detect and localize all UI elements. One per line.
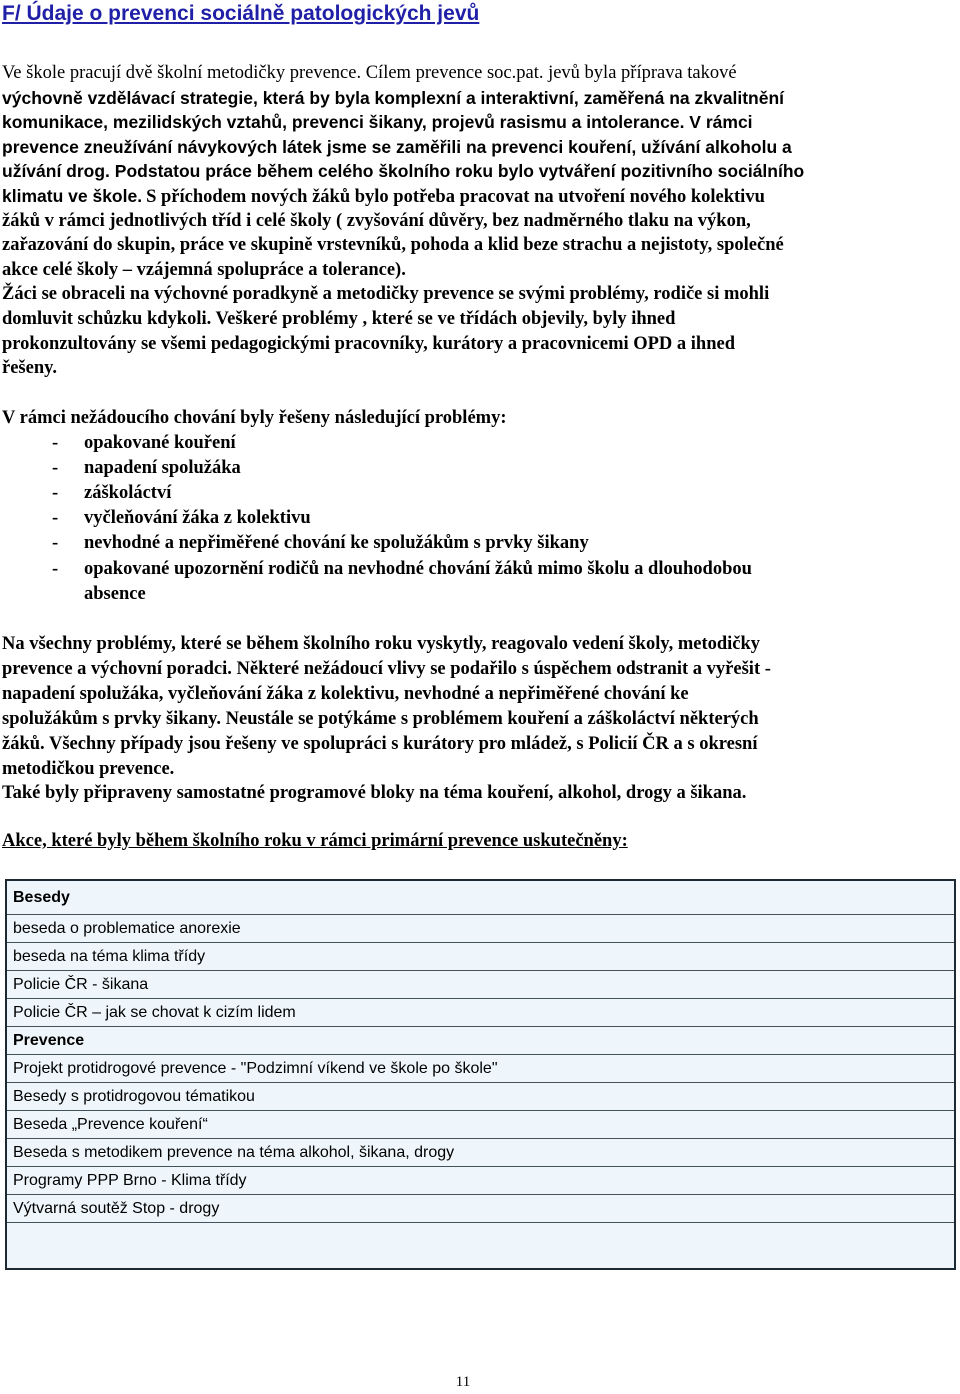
paragraph-line: zařazování do skupin, práce ve skupině vrstevníků, pohoda a klid beze strachu a nejistoty, společné [2,235,784,256]
list-item [2,456,752,481]
list-item-text: záškoláctví [84,483,172,504]
table-row [7,1055,954,1083]
paragraph-line-mixed [2,184,960,209]
paragraph-line: prevence zneužívání návykových látek jsme se zaměřili na prevenci kouření, užívání alkoholu a [2,136,792,157]
problems-list [2,431,752,607]
table-cell: Beseda s metodikem prevence na téma alkohol, šikana, drogy [7,1139,954,1167]
paragraph-line: napadení spolužáka, vyčleňování žáka z kolektivu, nevhodné a nepřiměřené chování ke [2,683,689,704]
table-cell: Prevence [7,1027,954,1055]
list-item-text: vyčleňování žáka z kolektivu [84,508,311,529]
table-cell: Beseda „Prevence kouření“ [7,1111,954,1139]
paragraph-prevention-goals [2,61,960,381]
table-row [7,1139,954,1167]
paragraph-line: prokonzultovány se všemi pedagogickými pracovníky, kurátory a pracovnicemi OPD a ihned [2,333,736,354]
paragraph-line: prevence a výchovní poradci. Některé nežádoucí vlivy se podařilo s úspěchem odstranit a vyřešit - [2,658,771,679]
paragraph-line: užívání drog. Podstatou práce během celého školního roku bylo vytváření pozitivního sociálního [2,161,805,182]
table-row [7,971,954,999]
paragraph-responses [2,632,771,806]
table-cell [7,1223,954,1248]
paragraph-line: Také byly připraveny samostatné programové bloky na téma kouření, alkohol, drogy a šikana. [2,783,747,804]
paragraph-line: domluvit schůzku kdykoli. Veškeré problémy , které se ve třídách objevily, byly ihned [2,308,676,329]
list-dash: - [52,433,59,454]
actions-table-grid [7,881,954,1247]
table-cell: beseda na téma klima třídy [7,943,954,971]
actions-heading: Akce, které byly během školního roku v rámci primární prevence uskutečněny: [2,831,628,851]
table-cell: Besedy [7,881,954,915]
list-item-text: napadení spolužáka [84,458,241,479]
list-dash: - [52,533,59,554]
page-number: 11 [455,1374,471,1390]
paragraph-line: řešeny. [2,358,57,379]
table-cell: Výtvarná soutěž Stop - drogy [7,1195,954,1223]
section-heading: F/ Údaje o prevenci sociálně patologických jevů [2,2,480,25]
problems-intro: V rámci nežádoucího chování byly řešeny následující problémy: [2,408,507,428]
list-dash: - [52,483,59,504]
paragraph-fragment: klimatu ve škole. [2,185,143,206]
list-item-text: opakované upozornění rodičů na nevhodné chování žáků mimo školu a dlouhodobou [84,558,752,579]
table-cell: beseda o problematice anorexie [7,915,954,943]
list-item [2,481,752,506]
table-row [7,1083,954,1111]
paragraph-line: metodičkou prevence. [2,758,175,779]
paragraph-line: akce celé školy – vzájemná spolupráce a tolerance). [2,259,406,280]
table-cell: Policie ČR - šikana [7,971,954,999]
table-row [7,999,954,1027]
table-row [7,1223,954,1248]
list-item-text: opakované kouření [84,433,236,454]
paragraph-line: spolužákům s prvky šikany. Neustále se potýkáme s problémem kouření a záškoláctví některých [2,708,759,729]
table-cell: Besedy s protidrogovou tématikou [7,1083,954,1111]
paragraph-line: výchovně vzdělávací strategie, která by byla komplexní a interaktivní, zaměřená na zkvalitnění [2,87,785,108]
table-cell: Policie ČR – jak se chovat k cizím lidem [7,999,954,1027]
list-dash: - [52,458,59,479]
table-row [7,1167,954,1195]
actions-table [5,879,956,1270]
list-item [2,557,752,607]
list-item [2,506,752,531]
table-row [7,881,954,915]
paragraph-line: žáků v rámci jednotlivých tříd i celé školy ( zvyšování důvěry, bez nadměrného tlaku na výkon, [2,210,751,231]
table-row [7,943,954,971]
table-cell: Projekt protidrogové prevence - "Podzimní víkend ve škole po škole" [7,1055,954,1083]
paragraph-fragment: S příchodem nových žáků bylo potřeba pracovat na utvoření nového kolektivu [146,186,765,207]
list-item-text: nevhodné a nepřiměřené chování ke spolužákům s prvky šikany [84,533,589,554]
table-row [7,1027,954,1055]
paragraph-line: Žáci se obraceli na výchovné poradkyně a metodičky prevence se svými problémy, rodiče si mohli [2,284,770,305]
paragraph-line: komunikace, mezilidských vztahů, prevenci šikany, projevů rasismu a intolerance. V rámci [2,112,753,133]
list-dash: - [52,508,59,529]
table-row [7,915,954,943]
problems-section [2,406,752,607]
table-cell: Programy PPP Brno - Klima třídy [7,1167,954,1195]
paragraph-line: žáků. Všechny případy jsou řešeny ve spolupráci s kurátory pro mládež, s Policií ČR a s okresní [2,733,758,754]
list-item [2,531,752,556]
table-row [7,1111,954,1139]
intro-line: Ve škole pracují dvě školní metodičky prevence. Cílem prevence soc.pat. jevů byla příprava takové [2,63,737,83]
table-row [7,1195,954,1223]
list-dash: - [52,558,59,579]
list-item [2,431,752,456]
list-item-continuation: absence [84,583,146,604]
paragraph-line: Na všechny problémy, které se během školního roku vyskytly, reagovalo vedení školy, metodičky [2,634,761,654]
